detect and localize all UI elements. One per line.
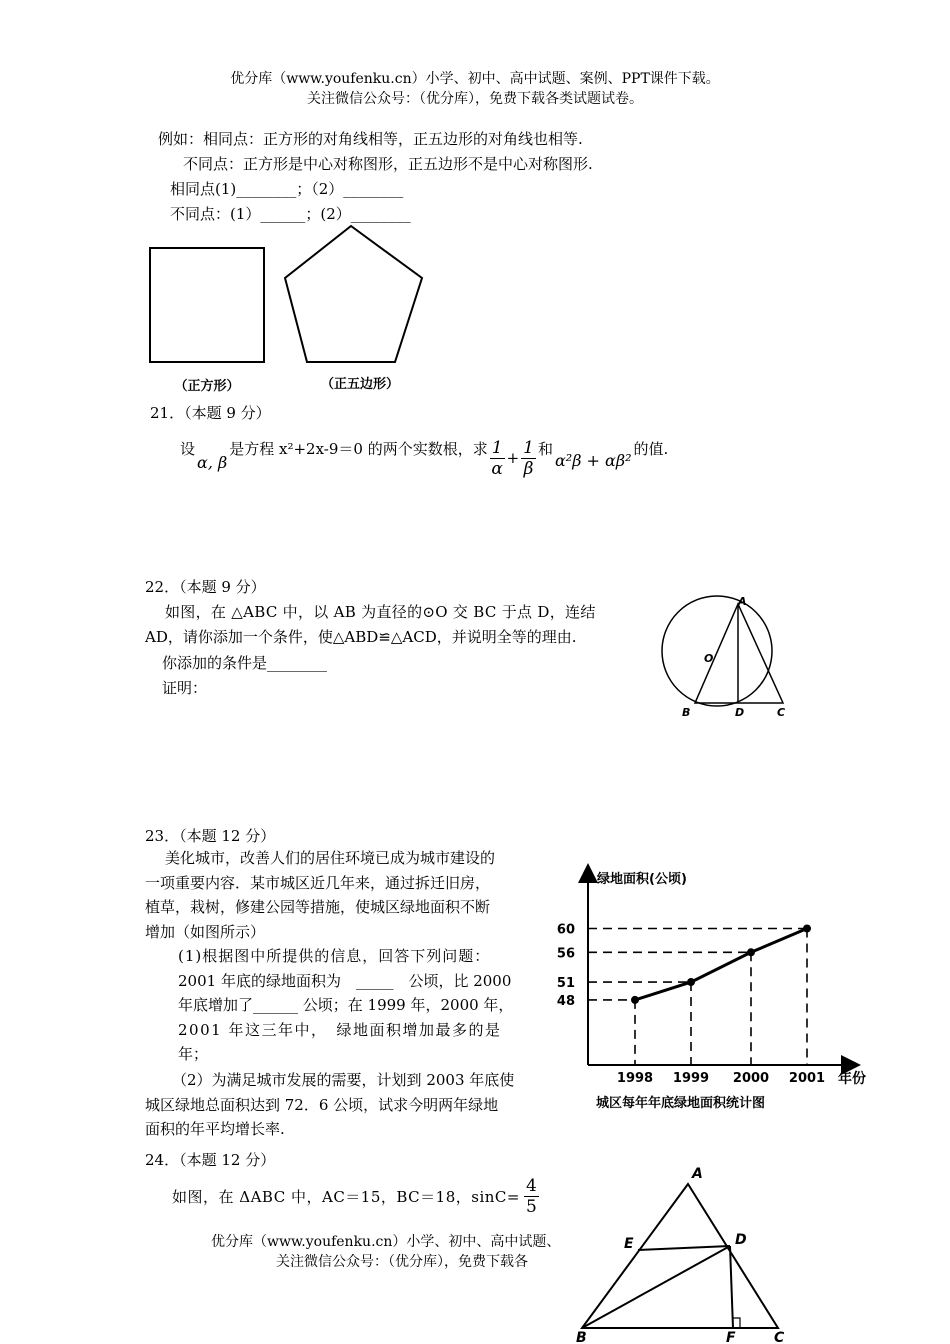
chart-title: 城区每年年底绿地面积统计图 [596,1096,766,1111]
q23-paragraph-1 [145,846,555,944]
label-e-24: E [624,1236,634,1252]
q22-title: 22．（本题 9 分） [145,578,266,596]
chart-data-point [803,925,811,933]
chart-y-tick-label: 48 [556,993,575,1009]
q20-example-diff: 不同点：正方形是中心对称图形，正五边形不是中心对称图形. [183,155,593,173]
segment-bd [582,1246,730,1328]
q23-p2-line: 年； [178,1045,209,1063]
q23-p2-line: 年底增加了______ 公顷；在 1999 年，2000 年， [178,996,514,1014]
q23-p1-line: 一项重要内容．某市城区近几年来，通过拆迁旧房， [145,873,491,892]
q24-frac-num: 4 [525,1175,537,1196]
q21-frac2-num: 1 [523,437,534,458]
label-f-24: F [726,1330,736,1344]
q24-triangle-figure [570,1160,795,1344]
q23-paragraph-3 [145,1068,555,1142]
q24-fraction [524,1176,539,1217]
triangle-abc-24 [582,1184,778,1328]
header-line-1: 优分库（www.youfenku.cn）小学、初中、高中试题、案例、PPT课件下载。 [230,71,720,87]
chart-y-tick-label: 51 [556,976,575,992]
label-a-24: A [692,1166,703,1182]
q23-paragraph-2 [178,944,558,1067]
q21-frac2-den: β [523,458,534,479]
q21-text-mid: 是方程 x²+2x-9＝0 的两个实数根，求 [229,439,488,458]
chart-data-point [747,948,755,956]
q23-p3-line: 城区绿地总面积达到 72．6 公顷，试求今明两年绿地 [145,1095,499,1114]
footer-line-2: 关注微信公众号：（优分库），免费下载各 [276,1254,528,1270]
q23-p1-line: 增加（如图所示） [145,922,266,941]
q23-p3-line: 面积的年平均增长率. [145,1120,285,1138]
q22-circle-figure [655,592,795,722]
chart-x-tick-label: 1998 [616,1071,654,1086]
q23-p2-line: 2001 年底的绿地面积为 _____ 公顷，比 2000 [178,971,512,990]
q23-p2-line: 2001 年这三年中， 绿地面积增加最多的是 [178,1020,502,1039]
q21-fraction-2 [521,438,536,479]
q23-p3-line: （2）为满足城市发展的需要，计划到 2003 年底使 [172,1071,515,1089]
q23-p1-line: 植草，栽树，修建公园等措施，使城区绿地面积不断 [145,898,491,916]
chart-series-line [635,929,807,1000]
q21-plus: + [506,449,520,467]
chart-data-point [631,996,639,1004]
footer-line-1: 优分库（www.youfenku.cn）小学、初中、高中试题、 [211,1234,561,1250]
q22-line-3: 你添加的条件是________ [162,654,328,672]
segment-df [730,1246,733,1328]
q23-p1-line: 美化城市，改善人们的居住环境已成为城市建设的 [165,849,496,867]
q21-frac1-num: 1 [491,437,503,458]
q21-text-end: 的值. [633,439,669,458]
q24-text: 如图，在 ΔABC 中，AC＝15，BC＝18，sinC= [172,1187,520,1206]
q21-expression: α²β + αβ² [554,450,632,470]
q21-frac1-den: α [491,458,503,479]
chart-data-point [687,978,695,986]
q22-line-1: 如图，在 △ABC 中，以 AB 为直径的⊙O 交 BC 于点 D，连结 [165,603,596,621]
q24-statement [172,1170,539,1222]
q21-title: 21．（本题 9 分） [150,404,271,422]
q22-line-2: AD，请你添加一个条件，使△ABD≌△ACD，并说明全等的理由. [145,628,577,646]
chart-y-tick-label: 56 [556,946,575,962]
square-caption: （正方形） [174,379,240,394]
label-c-24: C [774,1330,785,1344]
pentagon-caption: （正五边形） [320,377,400,392]
chart-x-tick-label: 1999 [672,1071,710,1086]
chart-x-label: 年份 [838,1071,866,1087]
label-b: B [682,706,691,719]
chart-y-label: 绿地面积(公顷) [597,872,687,887]
label-c: C [777,706,786,719]
q23-p2-line: (1)根据图中所提供的信息，回答下列问题： [178,947,491,965]
q20-shapes-figure [140,222,440,400]
q21-vars: α, β [197,452,228,472]
q20-example-same: 例如：相同点：正方形的对角线相等，正五边形的对角线也相等. [158,130,583,148]
q20-blank-same: 相同点(1)________；（2）________ [170,180,404,198]
label-b-24: B [576,1330,587,1344]
label-o: O [704,652,714,665]
q21-and: 和 [537,439,553,458]
label-a: A [738,595,747,608]
q23-line-chart [545,855,885,1120]
q24-title: 24．（本题 12 分） [145,1151,276,1169]
q24-frac-den: 5 [525,1196,537,1217]
label-d-24: D [735,1232,747,1248]
q21-text-pre: 设 [180,439,196,458]
segment-ed [638,1246,730,1250]
q22-line-4: 证明： [162,679,208,697]
chart-x-tick-label: 2000 [732,1071,770,1086]
chart-marks [557,923,825,1087]
q23-title: 23．（本题 12 分） [145,827,276,845]
label-d: D [735,706,745,719]
q20-blank-diff: 不同点：(1）______；(2）________ [170,205,411,223]
q21-fraction-1 [490,438,505,479]
square-shape [150,248,264,362]
right-angle-mark [733,1318,740,1328]
chart-y-tick-label: 60 [556,922,575,938]
chart-x-tick-label: 2001 [788,1071,826,1086]
header-line-2: 关注微信公众号：（优分库），免费下载各类试题试卷。 [307,91,643,107]
q21-statement [180,430,668,486]
pentagon-shape [285,226,422,362]
